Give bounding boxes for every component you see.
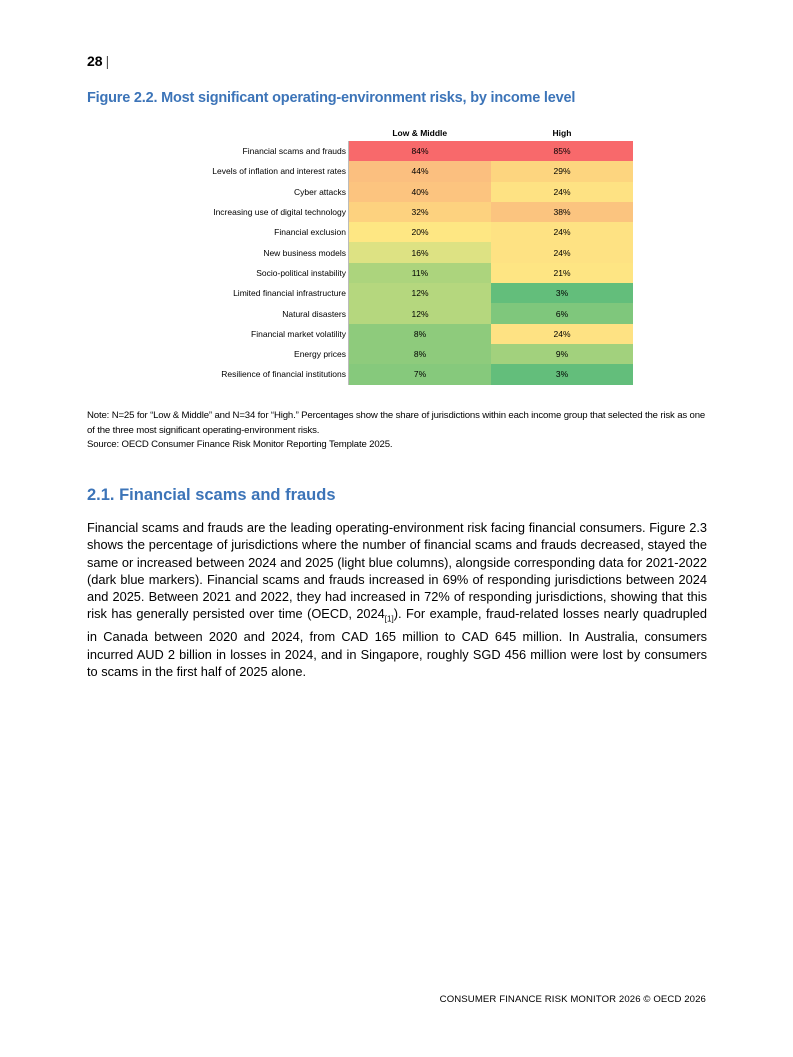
- heatmap-row: [150, 364, 633, 384]
- figure-title: Figure 2.2. Most significant operating-environment risks, by income level: [87, 90, 576, 106]
- cell-low-middle: 12%: [349, 303, 492, 323]
- cell-low-middle: 84%: [349, 141, 492, 161]
- cell-low-middle: 44%: [349, 161, 492, 181]
- cell-low-middle: 8%: [349, 344, 492, 364]
- cell-low-middle: 40%: [349, 182, 492, 202]
- risk-label: Financial scams and frauds: [150, 141, 349, 161]
- risk-label: Levels of inflation and interest rates: [150, 161, 349, 181]
- heatmap-row: [150, 283, 633, 303]
- heatmap-row: [150, 202, 633, 222]
- cell-high: 21%: [491, 263, 633, 283]
- cell-high: 9%: [491, 344, 633, 364]
- column-header-high: High: [552, 128, 572, 138]
- heatmap-row: [150, 263, 633, 283]
- section-title: 2.1. Financial scams and frauds: [87, 486, 336, 504]
- heatmap-row: [150, 161, 633, 181]
- heatmap-corner: [150, 125, 349, 141]
- risk-label: Energy prices: [150, 344, 349, 364]
- page-footer: CONSUMER FINANCE RISK MONITOR 2026 © OECD 2026: [439, 994, 706, 1005]
- cell-low-middle: 7%: [349, 364, 492, 384]
- cell-high: 85%: [491, 141, 633, 161]
- cell-low-middle: 20%: [349, 222, 492, 242]
- cell-high: 3%: [491, 364, 633, 384]
- page-number-value: 28: [87, 53, 103, 69]
- cell-high: 29%: [491, 161, 633, 181]
- reference-marker[interactable]: [1]: [384, 615, 394, 625]
- paragraph-text-1: Financial scams and frauds are the leading operating-environment risk facing financial consumers. Figure 2.3 shows the percentage of jurisdictions where the number of financial scams and frauds decreased, stayed the same or increased between 2024 and 2025 (light blue columns), alongside corresponding data for 2021-2022 (dark blue markers). Financial scams and frauds increased in 69% of responding jurisdictions between 2024 and 2025. Between 2021 and 2022, they had increased in 72% of responding jurisdictions, showing that this risk has generally persisted over time (OECD, 2024: [87, 520, 707, 622]
- section-paragraph: [87, 519, 707, 680]
- heatmap-row: [150, 303, 633, 323]
- figure-note: Note: N=25 for “Low & Middle” and N=34 for “High.” Percentages show the share of jurisdictions within each income group that selected the risk as one of the three most significant operating-environment risks.: [87, 410, 706, 436]
- figure-notes: [87, 409, 712, 453]
- cell-low-middle: 16%: [349, 242, 492, 262]
- cell-high: 24%: [491, 182, 633, 202]
- heatmap-body: [150, 141, 633, 385]
- cell-high: 6%: [491, 303, 633, 323]
- cell-low-middle: 11%: [349, 263, 492, 283]
- page-number: [87, 53, 109, 69]
- risk-label: Socio-political instability: [150, 263, 349, 283]
- cell-high: 24%: [491, 242, 633, 262]
- page-number-separator: |: [105, 53, 110, 69]
- cell-high: 3%: [491, 283, 633, 303]
- cell-high: 24%: [491, 222, 633, 242]
- heatmap-row: [150, 222, 633, 242]
- cell-high: 38%: [491, 202, 633, 222]
- risk-label: Resilience of financial institutions: [150, 364, 349, 384]
- risk-label: Limited financial infrastructure: [150, 283, 349, 303]
- figure-source: Source: OECD Consumer Finance Risk Monitor Reporting Template 2025.: [87, 439, 393, 450]
- cell-low-middle: 8%: [349, 324, 492, 344]
- heatmap-header-row: [150, 125, 633, 141]
- heatmap-row: [150, 141, 633, 161]
- column-header-low-middle: Low & Middle: [392, 128, 448, 138]
- heatmap-row: [150, 324, 633, 344]
- risk-heatmap: [150, 125, 634, 385]
- cell-high: 24%: [491, 324, 633, 344]
- cell-low-middle: 32%: [349, 202, 492, 222]
- risk-label: Financial market volatility: [150, 324, 349, 344]
- paragraph-text-2: ). For example, fraud-related losses nearly quadrupled in Canada between 2020 and 2024, from CAD 165 million to CAD 645 million. In Australia, consumers incurred AUD 2 billion in losses in 2024, and in Singapore, roughly SGD 456 million were lost by consumers to scams in the first half of 2025 alone.: [87, 606, 707, 679]
- cell-low-middle: 12%: [349, 283, 492, 303]
- heatmap-row: [150, 182, 633, 202]
- risk-label: Financial exclusion: [150, 222, 349, 242]
- risk-label: New business models: [150, 242, 349, 262]
- heatmap-row: [150, 344, 633, 364]
- risk-label: Natural disasters: [150, 303, 349, 323]
- risk-label: Increasing use of digital technology: [150, 202, 349, 222]
- heatmap-row: [150, 242, 633, 262]
- risk-label: Cyber attacks: [150, 182, 349, 202]
